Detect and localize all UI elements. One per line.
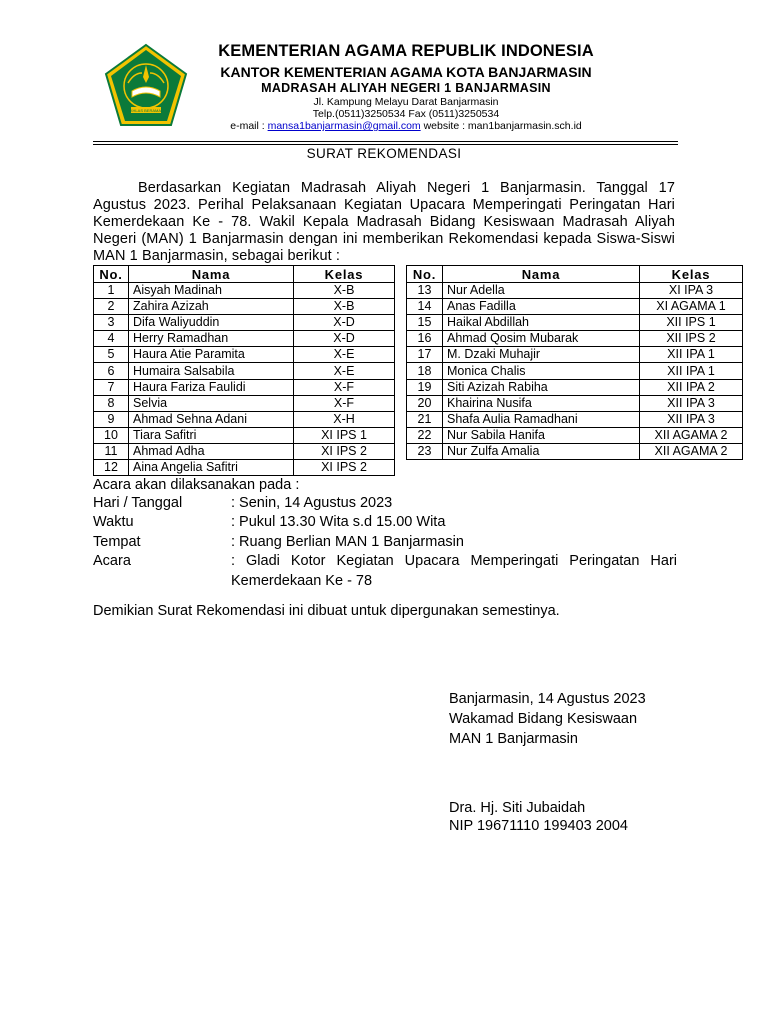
cell-kelas: XI IPA 3	[640, 283, 743, 299]
cell-nama: Herry Ramadhan	[129, 331, 294, 347]
cell-no: 15	[407, 315, 443, 331]
cell-nama: Anas Fadilla	[443, 299, 640, 315]
signature-institution: MAN 1 Banjarmasin	[449, 731, 578, 747]
cell-kelas: XII AGAMA 2	[640, 443, 743, 459]
intro-paragraph-text: Berdasarkan Kegiatan Madrasah Aliyah Negeri 1 Banjarmasin. Tanggal 17 Agustus 2023. Perihal Pelaksanaan Kegiatan Upacara Memperingati Peringatan Hari Kemerdekaan Ke - 78. Wakil Kepala Madrasah Bidang Kesiswaan Madrasah Aliyah Negeri (MAN) 1 Banjarmasin dengan ini memberikan Rekomendasi kepada Siswa-Siswi MAN 1 Banjarmasin, sebagai berikut :	[93, 180, 675, 264]
cell-no: 5	[94, 347, 129, 363]
email-label: e-mail :	[230, 120, 268, 132]
cell-kelas: X-E	[294, 347, 395, 363]
website-text: website : man1banjarmasin.sch.id	[420, 120, 582, 132]
table-header-row	[407, 266, 743, 283]
cell-kelas: X-F	[294, 379, 395, 395]
table-row	[407, 443, 743, 459]
detail-value: : Pukul 13.30 Wita s.d 15.00 Wita	[231, 514, 446, 530]
table-row	[407, 379, 743, 395]
contact-line	[186, 120, 626, 132]
cell-kelas: X-D	[294, 331, 395, 347]
cell-no: 18	[407, 363, 443, 379]
ministry-name: KEMENTERIAN AGAMA REPUBLIK INDONESIA	[218, 42, 594, 60]
table-header-row	[94, 266, 395, 283]
cell-kelas: X-B	[294, 283, 395, 299]
cell-kelas: XI IPS 2	[294, 443, 395, 459]
cell-no: 22	[407, 427, 443, 443]
kemenag-logo-icon	[104, 43, 188, 129]
signature-place-date: Banjarmasin, 14 Agustus 2023	[449, 691, 646, 707]
student-table-left	[93, 265, 395, 476]
cell-no: 20	[407, 395, 443, 411]
cell-no: 12	[94, 460, 129, 476]
cell-no: 23	[407, 443, 443, 459]
intro-paragraph	[93, 180, 675, 265]
cell-no: 19	[407, 379, 443, 395]
header-nama: Nama	[129, 266, 294, 283]
table-row	[94, 395, 395, 411]
cell-no: 2	[94, 299, 129, 315]
school-address: Jl. Kampung Melayu Darat Banjarmasin	[313, 96, 499, 108]
signature-position: Wakamad Bidang Kesiswaan	[449, 711, 638, 727]
cell-kelas: XII IPA 1	[640, 363, 743, 379]
detail-value: : Ruang Berlian MAN 1 Banjarmasin	[231, 534, 464, 550]
closing-sentence: Demikian Surat Rekomendasi ini dibuat untuk dipergunakan semestinya.	[93, 603, 560, 619]
cell-nama: Ahmad Adha	[129, 443, 294, 459]
header-no: No.	[94, 266, 129, 283]
cell-kelas: XII IPA 3	[640, 411, 743, 427]
table-row	[94, 443, 395, 459]
detail-value: : Senin, 14 Agustus 2023	[231, 495, 393, 511]
cell-kelas: XII IPA 3	[640, 395, 743, 411]
table-row	[407, 347, 743, 363]
cell-no: 10	[94, 427, 129, 443]
header-kelas: Kelas	[294, 266, 395, 283]
cell-kelas: X-D	[294, 315, 395, 331]
student-table-right	[406, 265, 743, 460]
cell-no: 16	[407, 331, 443, 347]
cell-kelas: X-B	[294, 299, 395, 315]
cell-no: 9	[94, 411, 129, 427]
cell-nama: Siti Azizah Rabiha	[443, 379, 640, 395]
cell-nama: Difa Waliyuddin	[129, 315, 294, 331]
table-row	[407, 395, 743, 411]
cell-kelas: XII IPA 1	[640, 347, 743, 363]
cell-kelas: XI IPS 1	[294, 427, 395, 443]
cell-kelas: XI AGAMA 1	[640, 299, 743, 315]
cell-nama: Tiara Safitri	[129, 427, 294, 443]
table-row	[94, 347, 395, 363]
cell-nama: Haura Fariza Faulidi	[129, 379, 294, 395]
cell-no: 7	[94, 379, 129, 395]
signatory-name: Dra. Hj. Siti Jubaidah	[449, 800, 586, 816]
table-row	[407, 331, 743, 347]
logo-motto: IKHLAS BERAMAL	[128, 108, 164, 113]
table-row	[94, 379, 395, 395]
header-nama: Nama	[443, 266, 640, 283]
detail-label: Acara	[93, 553, 131, 569]
table-row	[407, 315, 743, 331]
cell-kelas: XII IPA 2	[640, 379, 743, 395]
cell-kelas: XI IPS 2	[294, 460, 395, 476]
table-row	[407, 411, 743, 427]
detail-label: Tempat	[93, 534, 141, 550]
letter-title: SURAT REKOMENDASI	[306, 146, 462, 161]
cell-no: 13	[407, 283, 443, 299]
table-row	[407, 363, 743, 379]
cell-no: 4	[94, 331, 129, 347]
cell-nama: Aina Angelia Safitri	[129, 460, 294, 476]
table-row	[94, 363, 395, 379]
cell-nama: Haikal Abdillah	[443, 315, 640, 331]
cell-no: 1	[94, 283, 129, 299]
cell-no: 3	[94, 315, 129, 331]
office-name: KANTOR KEMENTERIAN AGAMA KOTA BANJARMASIN	[220, 64, 592, 80]
school-name: MADRASAH ALIYAH NEGERI 1 BANJARMASIN	[261, 81, 551, 95]
cell-no: 21	[407, 411, 443, 427]
cell-no: 17	[407, 347, 443, 363]
cell-nama: Haura Atie Paramita	[129, 347, 294, 363]
table-row	[94, 299, 395, 315]
cell-no: 14	[407, 299, 443, 315]
table-row	[407, 427, 743, 443]
table-row	[94, 411, 395, 427]
signatory-nip: NIP 19671110 199403 2004	[449, 818, 628, 834]
table-row	[94, 283, 395, 299]
cell-nama: Zahira Azizah	[129, 299, 294, 315]
table-row	[407, 299, 743, 315]
cell-nama: Nur Zulfa Amalia	[443, 443, 640, 459]
cell-nama: Selvia	[129, 395, 294, 411]
header-divider	[93, 141, 678, 142]
cell-kelas: X-E	[294, 363, 395, 379]
table-row	[94, 460, 395, 476]
header-divider-second	[93, 144, 678, 145]
cell-nama: Shafa Aulia Ramadhani	[443, 411, 640, 427]
detail-label: Waktu	[93, 514, 134, 530]
cell-nama: Monica Chalis	[443, 363, 640, 379]
cell-kelas: X-F	[294, 395, 395, 411]
cell-no: 6	[94, 363, 129, 379]
cell-nama: Nur Adella	[443, 283, 640, 299]
table-row	[94, 331, 395, 347]
cell-kelas: XII IPS 2	[640, 331, 743, 347]
header-kelas: Kelas	[640, 266, 743, 283]
email-link[interactable]: mansa1banjarmasin@gmail.com	[267, 120, 421, 132]
header-no: No.	[407, 266, 443, 283]
event-intro: Acara akan dilaksanakan pada :	[93, 477, 300, 493]
cell-nama: Aisyah Madinah	[129, 283, 294, 299]
cell-nama: Nur Sabila Hanifa	[443, 427, 640, 443]
table-row	[94, 427, 395, 443]
cell-nama: Ahmad Qosim Mubarak	[443, 331, 640, 347]
table-row	[407, 283, 743, 299]
cell-nama: Khairina Nusifa	[443, 395, 640, 411]
table-row	[94, 315, 395, 331]
cell-no: 8	[94, 395, 129, 411]
cell-nama: M. Dzaki Muhajir	[443, 347, 640, 363]
detail-value: : Gladi Kotor Kegiatan Upacara Memperingati Peringatan Hari Kemerdekaan Ke - 78	[231, 553, 677, 589]
cell-kelas: XII IPS 1	[640, 315, 743, 331]
cell-kelas: X-H	[294, 411, 395, 427]
detail-label: Hari / Tanggal	[93, 495, 183, 511]
cell-nama: Ahmad Sehna Adani	[129, 411, 294, 427]
cell-nama: Humaira Salsabila	[129, 363, 294, 379]
cell-no: 11	[94, 443, 129, 459]
cell-kelas: XII AGAMA 2	[640, 427, 743, 443]
school-phone: Telp.(0511)3250534 Fax (0511)3250534	[312, 108, 500, 120]
